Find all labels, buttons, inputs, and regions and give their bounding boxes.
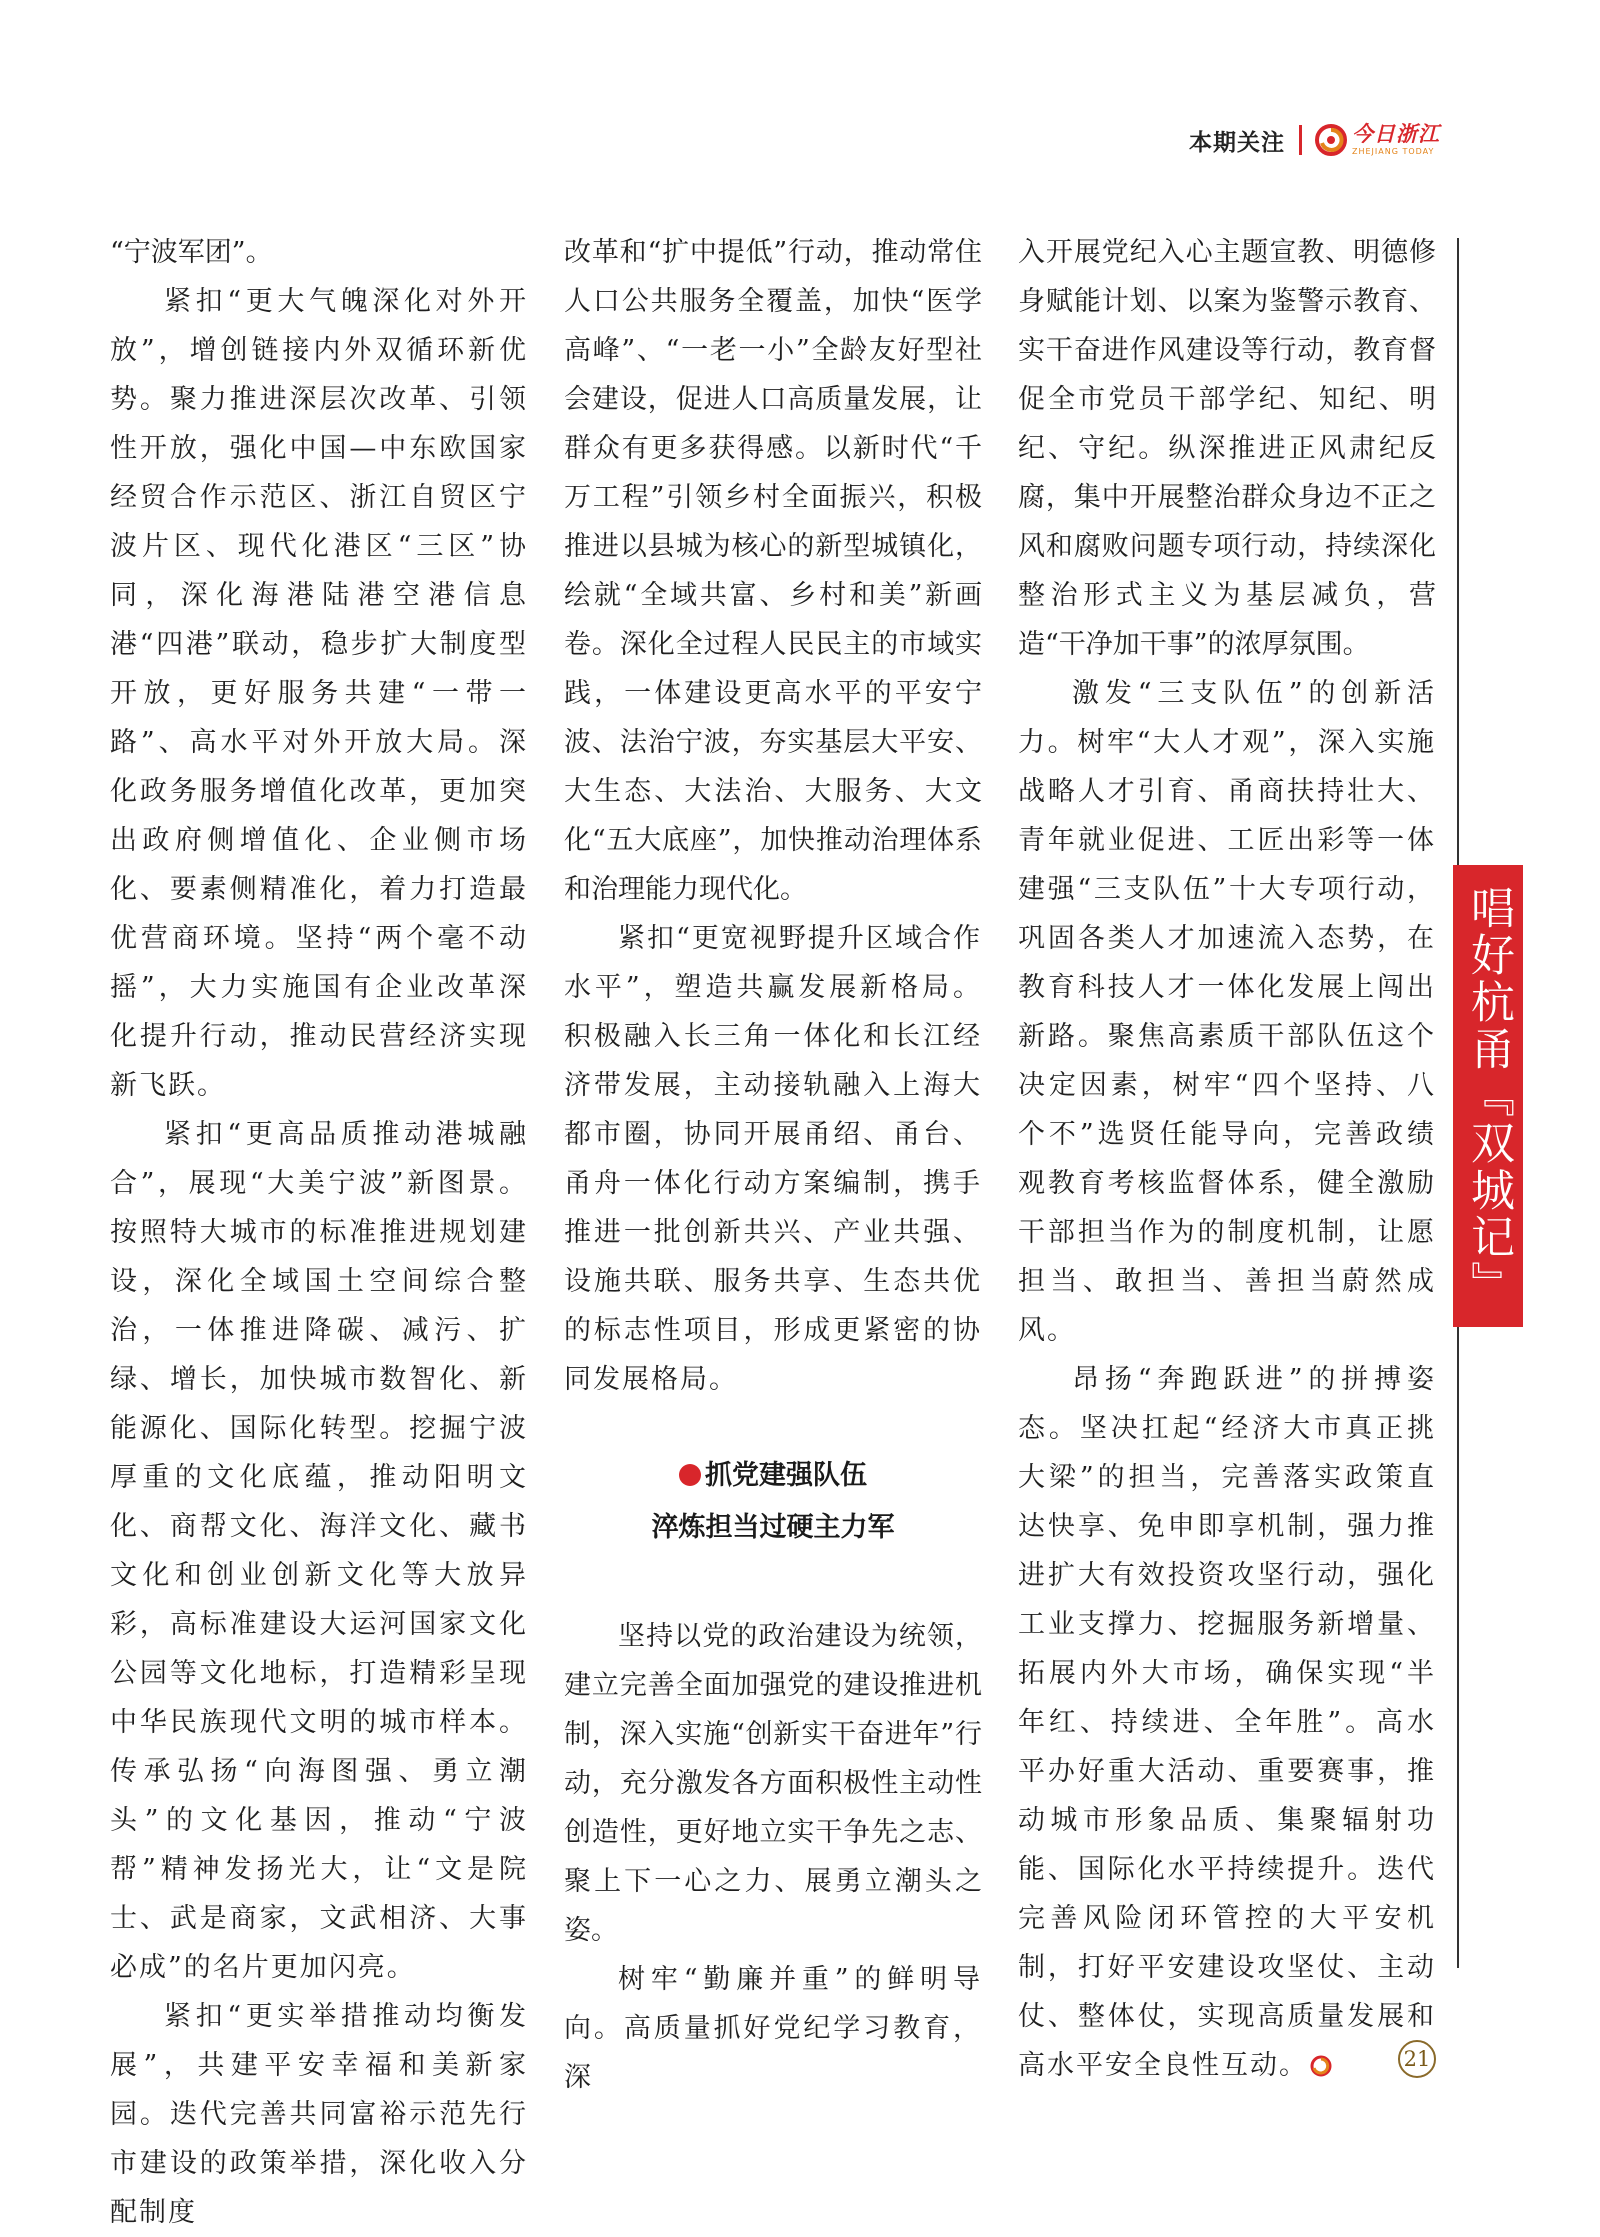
paragraph: 紧扣“更宽视野提升区域合作水平”，塑造共赢发展新格局。积极融入长三角一体化和长江经济带发展，主动接轨融入上海大都市圈，协同开展甬绍、甬台、甬舟一体化行动方案编制，携手推进一批创新共兴、产业共强、设施共联、服务共享、生态共优的标志性项目，形成更紧密的协同发展格局。 [564,923,982,1395]
paragraph [1018,1355,1436,2090]
logo-swirl-icon [1314,123,1348,157]
paragraph: 激发“三支队伍”的创新活力。树牢“大人才观”，深入实施战略人才引育、甬商扶持壮大、青年就业促进、工匠出彩等一体建强“三支队伍”十大专项行动，巩固各类人才加速流入态势，在教育科技人才一体化发展上闯出新路。聚焦高素质干部队伍这个决定因素，树牢“四个坚持、八个不”选贤任能导向，完善政绩观教育考核监督体系，健全激励干部担当作为的制度机制，让愿担当、敢担当、善担当蔚然成风。 [1018,678,1436,1346]
end-of-article-icon [1310,2055,1332,2077]
article-column-1 [110,228,528,2237]
magazine-logo [1314,123,1440,157]
paragraph: 坚持以党的政治建设为统领，建立完善全面加强党的建设推进机制，深入实施“创新实干奋进年”行动，充分激发各方面积极性主动性创造性，更好地立实干争先之志、聚上下一心之力、展勇立潮头之姿。 [564,1621,982,1946]
header-divider [1299,125,1302,155]
paragraph: “宁波军团”。 [110,237,273,268]
section-subheading [564,1450,982,1554]
article-column-2 [564,228,982,2102]
paragraph-text: 昂扬“奔跑跃进”的拼搏姿态。坚决扛起“经济大市真正挑大梁”的担当，完善落实政策直达快享、免申即享机制，强力推进扩大有效投资攻坚行动，强化工业支撑力、挖掘服务新增量、拓展内外大市场，确保实现“半年红、持续进、全年胜”。高水平办好重大活动、重要赛事，推动城市形象品质、集聚辐射功能、国际化水平持续提升。迭代完善风险闭环管控的大平安机制，打好平安建设攻坚仗、主动仗、整体仗，实现高质量发展和高水平安全良性互动。 [1018,1364,1436,2081]
paragraph: 紧扣“更实举措推动均衡发展”，共建平安幸福和美新家园。迭代完善共同富裕示范先行市建设的政策举措，深化收入分配制度 [110,2001,528,2228]
paragraph: 改革和“扩中提低”行动，推动常住人口公共服务全覆盖，加快“医学高峰”、“一老一小”全龄友好型社会建设，促进人口高质量发展，让群众有更多获得感。以新时代“千万工程”引领乡村全面振兴，积极推进以县城为核心的新型城镇化，绘就“全域共富、乡村和美”新画卷。深化全过程人民民主的市域实践，一体建设更高水平的平安宁波、法治宁波，夯实基层大平安、大生态、大法治、大服务、大文化“五大底座”，加快推动治理体系和治理能力现代化。 [564,237,982,905]
side-tab-text: 唱好杭甬『双城记』 [1463,884,1514,1308]
paragraph: 紧扣“更大气魄深化对外开放”，增创链接内外双循环新优势。聚力推进深层次改革、引领性开放，强化中国—中东欧国家经贸合作示范区、浙江自贸区宁波片区、现代化港区“三区”协同，深化海港陆港空港信息港“四港”联动，稳步扩大制度型开放，更好服务共建“一带一路”、高水平对外开放大局。深化政务服务增值化改革，更加突出政府侧增值化、企业侧市场化、要素侧精准化，着力打造最优营商环境。坚持“两个毫不动摇”，大力实施国有企业改革深化提升行动，推动民营经济实现新飞跃。 [110,286,528,1101]
logo-chinese-text: 今日浙江 [1352,122,1440,146]
section-label: 本期关注 [1189,129,1285,156]
side-section-tab [1453,865,1523,1327]
subheading-line-1: 抓党建强队伍 [705,1460,867,1491]
red-bullet-icon [679,1464,701,1486]
subheading-line-2: 淬炼担当过硬主力军 [651,1512,895,1543]
article-column-3 [1018,228,1436,2090]
page-number: 21 [1398,2040,1436,2078]
paragraph: 紧扣“更高品质推动港城融合”，展现“大美宁波”新图景。按照特大城市的标准推进规划建设，深化全域国土空间综合整治，一体推进降碳、减污、扩绿、增长，加快城市数智化、新能源化、国际化转型。挖掘宁波厚重的文化底蕴，推动阳明文化、商帮文化、海洋文化、藏书文化和创业创新文化等大放异彩，高标准建设大运河国家文化公园等文化地标，打造精彩呈现中华民族现代文明的城市样本。传承弘扬“向海图强、勇立潮头”的文化基因，推动“宁波帮”精神发扬光大，让“文是院士、武是商家，文武相济、大事必成”的名片更加闪亮。 [110,1119,528,1983]
paragraph: 入开展党纪入心主题宣教、明德修身赋能计划、以案为鉴警示教育、实干奋进作风建设等行动，教育督促全市党员干部学纪、知纪、明纪、守纪。纵深推进正风肃纪反腐，集中开展整治群众身边不正之风和腐败问题专项行动，持续深化整治形式主义为基层减负，营造“干净加干事”的浓厚氛围。 [1018,237,1436,660]
paragraph: 树牢“勤廉并重”的鲜明导向。高质量抓好党纪学习教育，深 [564,1964,982,2093]
page-header [1189,118,1440,162]
logo-english-text: ZHEJIANG TODAY [1352,147,1435,156]
